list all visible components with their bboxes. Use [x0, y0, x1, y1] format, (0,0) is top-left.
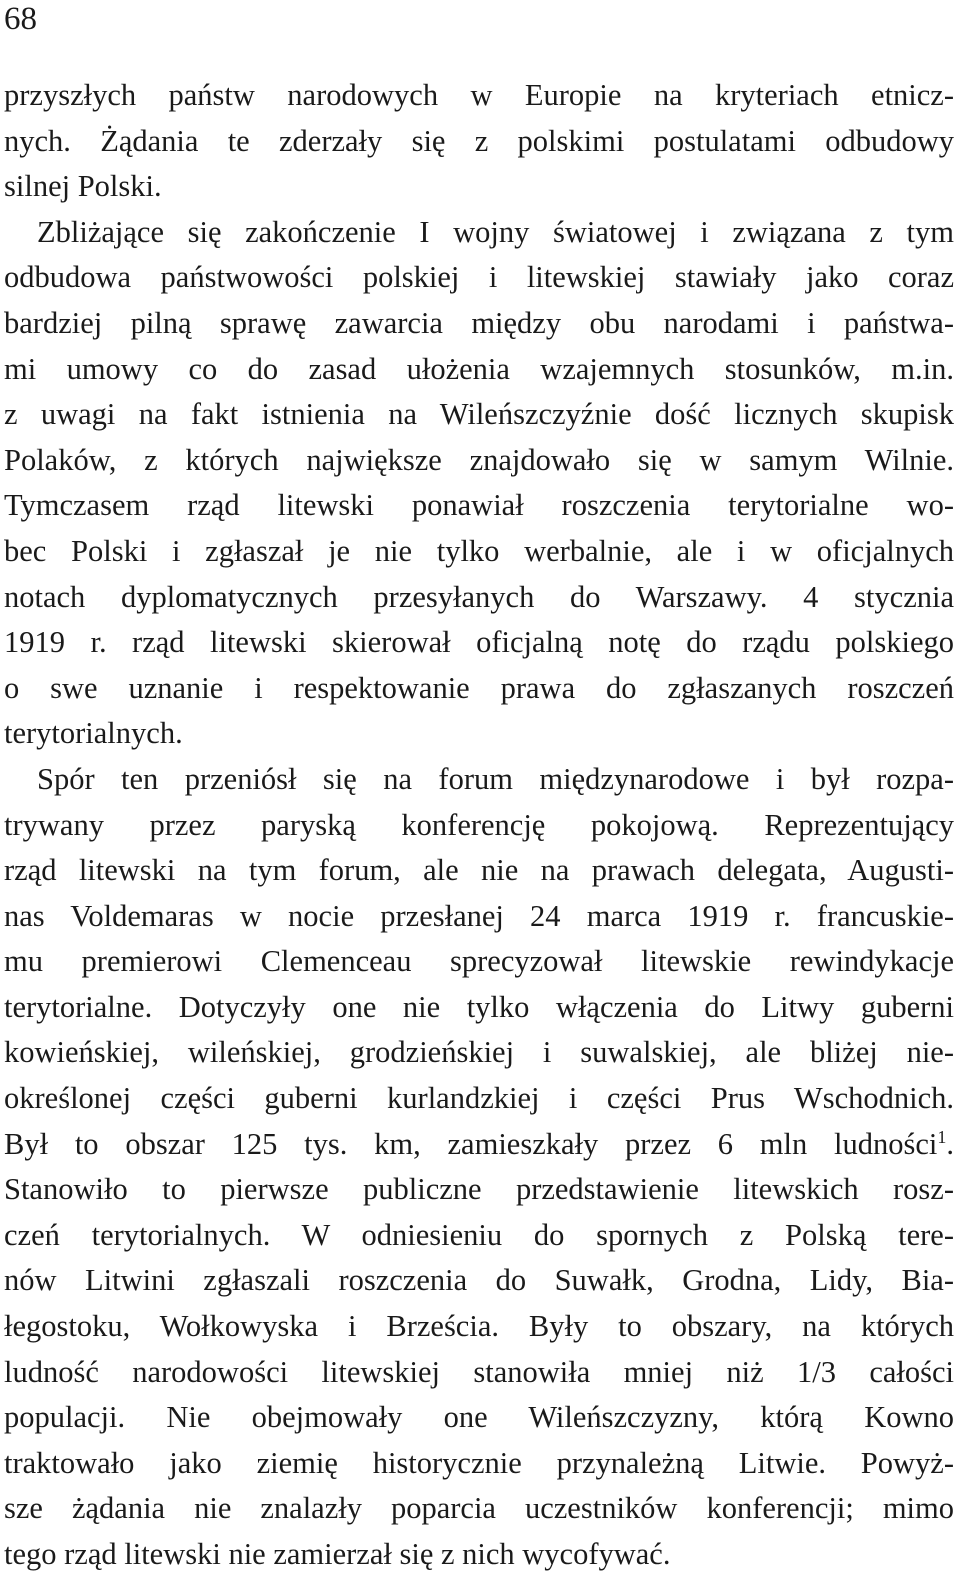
- text-line: sze żądania nie znalazły poparcia uczestników konferencji; mimo: [4, 1491, 954, 1526]
- footnote-reference[interactable]: 1: [937, 1126, 947, 1147]
- text-line: Tymczasem rząd litewski ponawiał roszczenia terytorialne wo-: [4, 488, 954, 523]
- body-text: [4, 73, 954, 1578]
- text-line: silnej Polski.: [4, 169, 162, 204]
- text-line: Stanowiło to pierwsze publiczne przedstawienie litewskich rosz-: [4, 1172, 954, 1207]
- text-line: z uwagi na fakt istnienia na Wileńszczyźnie dość licznych skupisk: [4, 397, 954, 432]
- text-run: .: [946, 1126, 954, 1161]
- text-line: mi umowy co do zasad ułożenia wzajemnych stosunków, m.in.: [4, 351, 954, 386]
- text-line: notach dyplomatycznych przesyłanych do Warszawy. 4 stycznia: [4, 579, 954, 614]
- text-line: przyszłych państw narodowych w Europie na kryteriach etnicz-: [4, 78, 954, 112]
- text-line: trywany przez paryską konferencję pokojową. Reprezentujący: [4, 807, 954, 842]
- text-line: rząd litewski na tym forum, ale nie na prawach delegata, Augusti-: [4, 853, 954, 888]
- text-line: 1919 r. rząd litewski skierował oficjalną notę do rządu polskiego: [4, 625, 954, 660]
- text-run: Był to obszar 125 tys. km, zamieszkały przez 6 mln ludności: [4, 1126, 938, 1161]
- text-line: określonej części guberni kurlandzkiej i części Prus Wschodnich.: [4, 1081, 954, 1116]
- text-line: tego rząd litewski nie zamierzał się z nich wycofywać.: [4, 1537, 671, 1571]
- text-line: populacji. Nie obejmowały one Wileńszczyzny, którą Kowno: [4, 1400, 954, 1435]
- text-line: terytorialne. Dotyczyły one nie tylko włączenia do Litwy guberni: [4, 989, 954, 1024]
- text-line: nych. Żądania te zderzały się z polskimi postulatami odbudowy: [4, 123, 954, 158]
- text-line: bardziej pilną sprawę zawarcia między obu narodami i państwa-: [4, 305, 954, 340]
- text-line: bec Polski i zgłaszał je nie tylko werbalnie, ale i w oficjalnych: [4, 533, 954, 568]
- text-line: mu premierowi Clemenceau sprecyzował litewskie rewindykacje: [4, 944, 954, 979]
- paragraph: [4, 210, 954, 757]
- text-line: traktowało jako ziemię historycznie przynależną Litwie. Powyż-: [4, 1445, 954, 1480]
- text-line: Spór ten przeniósł się na forum międzynarodowe i był rozpa-: [37, 761, 954, 796]
- text-line: kowieńskiej, wileńskiej, grodzieńskiej i suwalskiej, ale bliżej nie-: [4, 1035, 954, 1070]
- text-line: ludność narodowości litewskiej stanowiła mniej niż 1/3 całości: [4, 1354, 954, 1389]
- text-line: łegostoku, Wołkowyska i Brześcia. Były to obszary, na których: [4, 1309, 954, 1344]
- text-line: nas Voldemaras w nocie przesłanej 24 marca 1919 r. francuskie-: [4, 898, 954, 933]
- page-number: 68: [4, 1, 37, 37]
- paragraph: [4, 757, 954, 1578]
- text-line: Zbliżające się zakończenie I wojny światowej i związana z tym: [37, 214, 954, 249]
- text-line: czeń terytorialnych. W odniesieniu do spornych z Polską tere-: [4, 1217, 954, 1252]
- text-line: Polaków, z których największe znajdowało się w samym Wilnie.: [4, 442, 954, 477]
- text-line: nów Litwini zgłaszali roszczenia do Suwałk, Grodna, Lidy, Bia-: [4, 1263, 954, 1298]
- text-line: o swe uznanie i respektowanie prawa do zgłaszanych roszczeń: [4, 670, 954, 705]
- text-line: terytorialnych.: [4, 716, 183, 751]
- paragraph: [4, 73, 954, 210]
- text-line: odbudowa państwowości polskiej i litewskiej stawiały jako coraz: [4, 260, 954, 295]
- text-line: [4, 1122, 954, 1168]
